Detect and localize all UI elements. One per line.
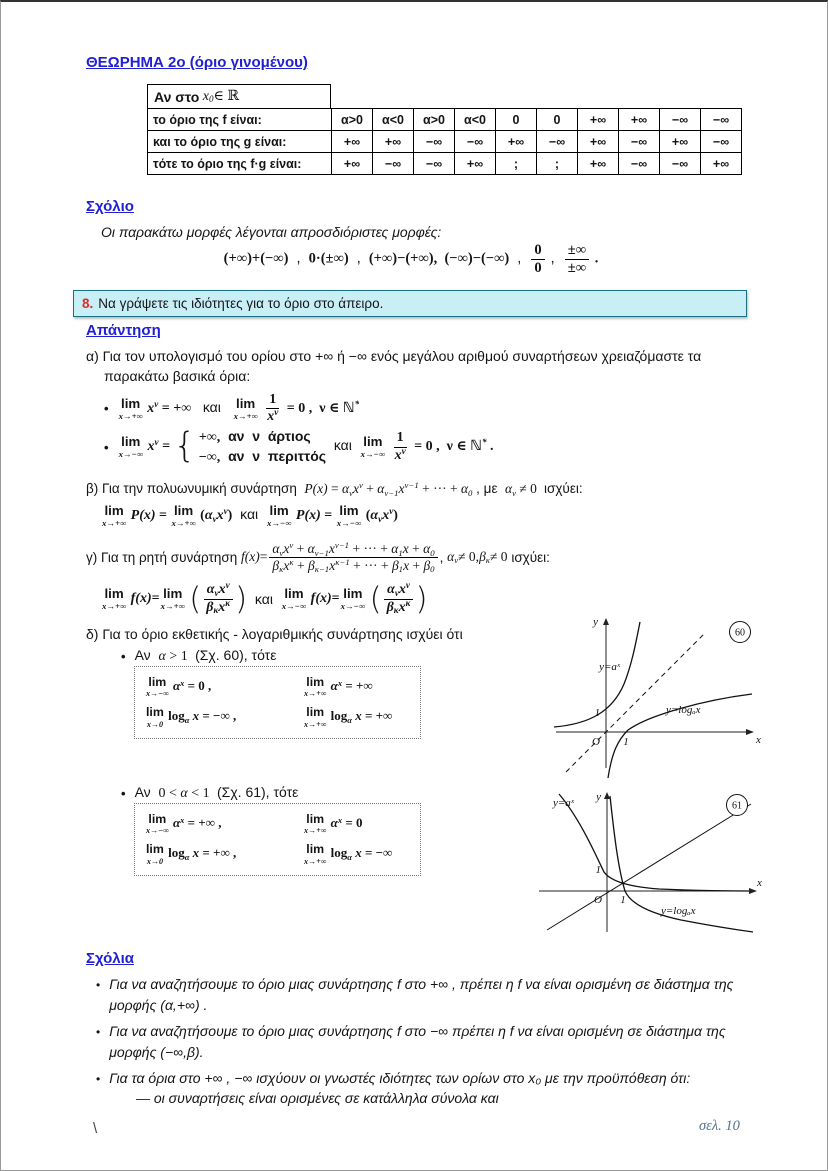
value-cell: +∞ xyxy=(701,153,742,175)
value-cell: −∞ xyxy=(619,153,660,175)
x-axis-arrow xyxy=(746,729,754,735)
value-cell: −∞ xyxy=(701,109,742,131)
figure-60-graph xyxy=(544,612,762,786)
log-curve-label: y=logₐx xyxy=(666,704,701,716)
value-cell: α>0 xyxy=(332,109,373,131)
box-cell: lim x→0 logα x = −∞ , xyxy=(146,705,237,729)
question-text: Να γράψετε τις ιδιότητες για το όριο στο άπειρο. xyxy=(98,296,384,311)
table-row xyxy=(148,153,742,175)
y-axis-arrow xyxy=(603,618,609,625)
x-axis-label: x xyxy=(757,877,762,889)
value-cell: ; xyxy=(496,153,537,175)
value-cell: −∞ xyxy=(619,131,660,153)
scholia-text: Για να αναζητήσουμε το όριο μιας συνάρτησης f στο +∞ , πρέπει η f να είναι ορισμένη σε διάστημα της μορφής (α,+∞) . xyxy=(109,976,734,1013)
basic-limit-formula-2: lim x→−∞ $x^\nu$ = { +∞, αν ν άρτιος −∞, αν ν περιττός και lim x→−∞ $\frac{1}{x^\nu}$ = 0 , ν ∈ ℕ* . xyxy=(118,426,494,467)
product-limit-table-block xyxy=(147,84,742,175)
table-row xyxy=(148,109,742,131)
question-box xyxy=(73,290,747,317)
log-curve-label: y=logₐx xyxy=(661,905,696,917)
scholia-heading: Σχόλια xyxy=(86,950,134,967)
figure-badge-number: 61 xyxy=(732,800,742,812)
value-cell: α<0 xyxy=(373,109,414,131)
value-cell: +∞ xyxy=(332,153,373,175)
scholia-item xyxy=(96,974,774,1016)
value-cell: −∞ xyxy=(660,153,701,175)
bullet-icon: • xyxy=(104,401,109,417)
box-cell: lim x→+∞ logα x = −∞ xyxy=(304,842,393,866)
y-axis-label: y xyxy=(593,616,598,628)
value-cell: α>0 xyxy=(414,109,455,131)
question-number: 8. xyxy=(82,296,94,311)
value-cell: +∞ xyxy=(578,109,619,131)
answer-c-intro: γ) Για τη ρητή συνάρτηση f(x) = $\frac{\alpha\nu x^\nu + \alpha\nu-1x^{\nu-1} + \cdot\cdot\cdot + \alpha 1x + \alpha 0}{\beta\kappa x^\kappa + \beta\kappa-1x^{\kappa-1} + \cdot\cdot\cdot + \beta 1x + \beta 0}$ , α ν ≠ 0, β κ ≠ 0 ισχύει: xyxy=(86,540,550,575)
value-cell: −∞ xyxy=(414,131,455,153)
figure-badge-number: 60 xyxy=(735,627,745,639)
y-axis-arrow xyxy=(604,792,610,799)
answer-a-intro-line2: παρακάτω βασικά όρια: xyxy=(104,368,251,384)
scholia-item xyxy=(96,1021,774,1063)
row-label: τότε το όριο της f·g είναι: xyxy=(148,153,332,175)
bullet-icon: • xyxy=(104,439,109,455)
answer-d-intro: δ) Για το όριο εκθετικής - λογαριθμικής συνάρτησης ισχύει ότι xyxy=(86,626,463,642)
value-cell: −∞ xyxy=(373,153,414,175)
value-cell: −∞ xyxy=(414,153,455,175)
scholia-item xyxy=(96,1068,774,1089)
y-axis-label: y xyxy=(596,791,601,803)
value-cell: −∞ xyxy=(455,131,496,153)
scholia-list xyxy=(96,974,774,1094)
figure-61 xyxy=(529,788,764,951)
bullet-icon: • xyxy=(121,785,126,801)
value-cell: −∞ xyxy=(537,131,578,153)
x-tick-1: 1 xyxy=(623,736,629,748)
scholia-text: Για τα όρια στο +∞ , −∞ ισχύουν οι γνωστές ιδιότητες των ορίων στο x₀ με την προϋπόθεση ότι: xyxy=(109,1070,691,1086)
table-corner-cell: Αν στο x 0 ∈ ℝ xyxy=(147,84,331,108)
bullet-icon: • xyxy=(121,648,126,664)
answer-b-intro: β) Για την πολυωνυμική συνάρτηση $P(x) = \alpha\nu x^\nu + \alpha\nu-1x^{\nu-1}$ + ··· + α0 , με αν ≠ 0 ισχύει: xyxy=(86,480,583,498)
indeterminate-forms: (+∞)+(−∞) , 0·(±∞) , (+∞)−(+∞), (−∞)−(−∞) , $\frac{0}{0}$ , $\frac{\pm\infty}{\pm\infty}$ . xyxy=(223,242,599,276)
limit-table-body xyxy=(148,109,742,175)
value-cell: +∞ xyxy=(496,131,537,153)
value-cell: −∞ xyxy=(660,109,701,131)
basic-limit-line-1 xyxy=(104,392,359,425)
value-cell: +∞ xyxy=(332,131,373,153)
x-axis-arrow xyxy=(749,888,757,894)
answer-a-intro-line1: α) Για τον υπολογισμό του ορίου στο +∞ ή −∞ ενός μεγάλου αριθμού συναρτήσεων χρειαζόμαστε τα xyxy=(86,348,702,364)
box-cell: lim x→−∞ $\alpha^x = 0$ , xyxy=(146,675,212,699)
y-equals-x-line xyxy=(566,634,704,772)
footer-mark: \ xyxy=(93,1120,98,1137)
answer-b-limits: lim x→+∞ P(x) = lim x→+∞ (ανx$^\nu$) και lim x→−∞ P(x) = lim x→−∞ (ανx$^\nu$) xyxy=(102,503,398,529)
scholia-sub-item: — οι συναρτήσεις είναι ορισμένες σε κατάλληλα σύνολα και xyxy=(136,1090,499,1106)
value-cell: 0 xyxy=(496,109,537,131)
x-tick-1: 1 xyxy=(620,894,626,906)
box-cell: lim x→0 logα x = +∞ , xyxy=(146,842,237,866)
value-cell: +∞ xyxy=(660,131,701,153)
exponential-curve xyxy=(559,794,749,891)
theorem-title: ΘΕΩΡΗΜΑ 2ο (όριο γινομένου) xyxy=(86,54,308,71)
product-limit-table xyxy=(147,108,742,175)
y-tick-1: 1 xyxy=(595,864,601,876)
bullet-icon: • xyxy=(96,1072,101,1086)
value-cell: α<0 xyxy=(455,109,496,131)
page-number: σελ. 10 xyxy=(699,1118,740,1134)
value-cell: −∞ xyxy=(701,131,742,153)
basic-limit-line-2 xyxy=(104,428,494,466)
value-cell: +∞ xyxy=(373,131,414,153)
case-a-lt-1-label: Αν 0 < α < 1 (Σχ. 61), τότε xyxy=(134,784,299,801)
bullet-icon: • xyxy=(96,978,101,992)
answer-heading: Απάντηση xyxy=(86,322,161,339)
bullet-icon: • xyxy=(96,1025,101,1039)
basic-limit-formula-1: lim x→+∞ $x^\nu$ = +∞ και lim x→+∞ $\frac{1}{x^\nu}$ = 0 , ν ∈ ℕ* xyxy=(118,392,360,425)
value-cell: +∞ xyxy=(619,109,660,131)
origin-label: O xyxy=(592,736,600,748)
table-row xyxy=(148,131,742,153)
row-label: το όριο της f είναι: xyxy=(148,109,332,131)
case-a-gt-1-label: Αν α > 1 (Σχ. 60), τότε xyxy=(134,647,277,664)
scholia-text: Για να αναζητήσουμε το όριο μιας συνάρτησης f στο −∞ πρέπει η f να είναι ορισμένη σε διάστημα της μορφής (−∞,β). xyxy=(109,1023,726,1060)
row-label: και το όριο της g είναι: xyxy=(148,131,332,153)
box-cell: lim x→+∞ $\alpha^x$ = +∞ xyxy=(304,675,373,699)
value-cell: 0 xyxy=(537,109,578,131)
box-cell: lim x→+∞ $\alpha^x = 0$ xyxy=(304,812,363,836)
y-tick-1: 1 xyxy=(594,707,600,719)
value-cell: +∞ xyxy=(578,153,619,175)
figure-61-graph xyxy=(529,788,764,946)
box-cell: lim x→−∞ $\alpha^x$ = +∞ , xyxy=(146,812,222,836)
value-cell: ; xyxy=(537,153,578,175)
case-a-lt-1 xyxy=(121,784,298,802)
scholio-intro: Οι παρακάτω μορφές λέγονται απροσδιόριστες μορφές: xyxy=(101,224,442,240)
x-axis-label: x xyxy=(756,734,761,746)
origin-label: O xyxy=(594,894,602,906)
box-cell: lim x→+∞ logα x = +∞ xyxy=(304,705,393,729)
value-cell: +∞ xyxy=(455,153,496,175)
limits-box-a-gt-1 xyxy=(134,666,421,739)
limits-box-a-lt-1 xyxy=(134,803,421,876)
case-a-gt-1 xyxy=(121,647,276,665)
exp-curve-label: y=aˣ xyxy=(599,661,620,673)
scholio-heading: Σχόλιο xyxy=(86,198,134,215)
figure-60 xyxy=(544,612,762,791)
value-cell: +∞ xyxy=(578,131,619,153)
exp-curve-label: y=aˣ xyxy=(553,797,574,809)
answer-c-limits: lim x→+∞ f(x) = lim x→+∞ ( $\frac{\alpha\nu x^\nu}{\beta\kappa x^\kappa}$ ) και lim x→−∞ f(x) = lim x→−∞ ( $\frac{\alpha\nu x^\nu}{\beta\kappa x^\kappa}$ ) xyxy=(102,580,428,617)
